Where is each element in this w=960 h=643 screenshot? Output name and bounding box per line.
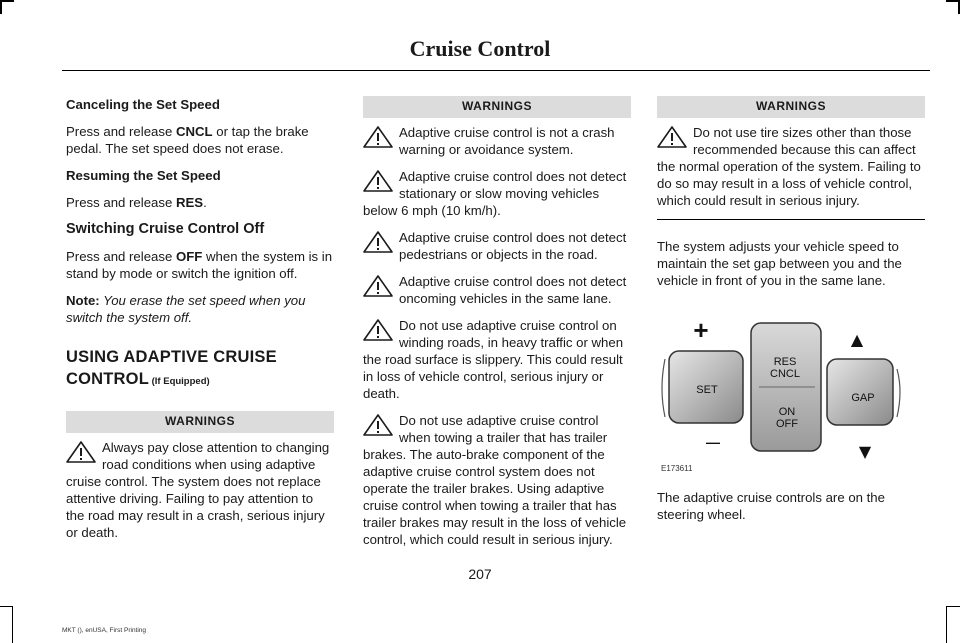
cancel-paragraph [66, 123, 334, 157]
crop-mark [946, 606, 947, 643]
warning-item [363, 317, 631, 402]
warning-triangle-icon [363, 170, 393, 192]
warning-triangle-icon [363, 414, 393, 436]
cncl-label: CNCL [770, 368, 800, 380]
wheel-edge [662, 359, 665, 417]
off-key: OFF [175, 249, 203, 264]
warning-text: Do not use adaptive cruise control when towing a trailer that has trailer brakes. The auto-brake component of the adaptive cruise control system does not operate the trailer brakes. Using adaptive cruise control when towing a trailer that has trailer brakes may result in the loss of vehicle control, which could result in serious injury. [363, 413, 627, 547]
crop-mark [0, 0, 2, 14]
crop-mark [0, 606, 13, 607]
column-3 [657, 96, 925, 533]
warning-triangle-icon [363, 231, 393, 253]
cancel-post: or tap the brake pedal. The set speed does not erase. [66, 124, 309, 156]
crop-mark [12, 606, 13, 643]
section-heading [66, 346, 334, 393]
warnings-bar: WARNINGS [66, 411, 334, 433]
page-number: 207 [468, 566, 492, 582]
warning-item [363, 124, 631, 158]
warning-item [66, 439, 334, 541]
warning-text: Adaptive cruise control is not a crash warning or avoidance system. [399, 125, 615, 157]
section-heading-line-1: USING ADAPTIVE CRUISE [66, 348, 277, 366]
off-paragraph [66, 248, 334, 282]
warning-item [363, 412, 631, 548]
warning-item [657, 124, 925, 209]
gap-up-arrow-icon: ▲ [850, 330, 864, 349]
column-2 [363, 96, 631, 558]
warnings-bar: WARNINGS [657, 96, 925, 118]
if-equipped-tag: (If Equipped) [148, 376, 210, 387]
cruise-controls-figure [657, 299, 925, 477]
cancel-heading: Canceling the Set Speed [66, 97, 220, 112]
resume-heading: Resuming the Set Speed [66, 168, 221, 183]
off-label: OFF [776, 418, 798, 430]
section-heading-line-2 [66, 368, 334, 393]
controls-location-paragraph: The adaptive cruise controls are on the steering wheel. [657, 490, 885, 522]
warnings-bar: WARNINGS [363, 96, 631, 118]
gap-down-arrow-icon: ▼ [858, 442, 872, 461]
warning-item [363, 168, 631, 219]
off-post: when the system is in stand by mode or switch the ignition off. [66, 249, 333, 281]
warning-text: Adaptive cruise control does not detect stationary or slow moving vehicles below 6 mph (10 km/h). [363, 169, 627, 218]
note-label: Note: [66, 293, 100, 308]
page-title: Cruise Control [409, 36, 551, 61]
warning-item [363, 229, 631, 263]
warning-triangle-icon [657, 126, 687, 148]
warning-triangle-icon [363, 319, 393, 341]
warning-triangle-icon [66, 441, 96, 463]
resume-paragraph [66, 194, 334, 211]
section-heading-word: CONTROL [66, 370, 149, 388]
resume-post: . [203, 195, 207, 210]
figure-code: E173611 [661, 464, 693, 473]
set-label: SET [696, 384, 718, 396]
warning-text: Adaptive cruise control does not detect pedestrians or objects in the road. [399, 230, 627, 262]
cancel-pre: Press and release [66, 124, 176, 139]
cncl-key: CNCL [175, 124, 213, 139]
steering-wheel-controls-illustration [657, 299, 925, 477]
minus-label: — [706, 434, 720, 450]
crop-mark [946, 606, 960, 607]
warning-text: Do not use adaptive cruise control on winding roads, in heavy traffic or when the road surface is slippery. This could result in loss of vehicle control, serious injury or death. [363, 318, 624, 401]
warning-text: Always pay close attention to changing road conditions when using adaptive cruise control. The system does not replace attentive driving. Failing to pay attention to the road may result in a crash, serious injury or death. [66, 440, 330, 540]
header-rule [62, 70, 930, 71]
crop-mark [946, 0, 960, 2]
res-key: RES [175, 195, 204, 210]
print-info: MKT (), enUSA, First Printing [62, 627, 147, 634]
on-label: ON [778, 406, 796, 418]
warning-text: Adaptive cruise control does not detect oncoming vehicles in the same lane. [399, 274, 627, 306]
system-paragraph: The system adjusts your vehicle speed to maintain the set gap between you and the vehicle in front of you in the same lane. [657, 239, 902, 288]
warning-triangle-icon [363, 126, 393, 148]
warning-block-rule [657, 219, 925, 220]
wheel-edge [897, 369, 900, 417]
note-paragraph [66, 292, 334, 326]
warning-triangle-icon [363, 275, 393, 297]
res-label: RES [773, 356, 797, 368]
resume-pre: Press and release [66, 195, 176, 210]
off-pre: Press and release [66, 249, 176, 264]
plus-label: + [693, 315, 709, 345]
column-1 [66, 96, 334, 551]
crop-mark [0, 0, 14, 2]
gap-label: GAP [851, 392, 875, 404]
off-heading: Switching Cruise Control Off [66, 221, 265, 237]
warning-item [363, 273, 631, 307]
note-text: You erase the set speed when you switch the system off. [66, 293, 306, 325]
warning-text: Do not use tire sizes other than those recommended because this can affect the normal operation of the system. Failing to do so may result in a loss of vehicle control, which could result in serious injury. [657, 125, 921, 208]
